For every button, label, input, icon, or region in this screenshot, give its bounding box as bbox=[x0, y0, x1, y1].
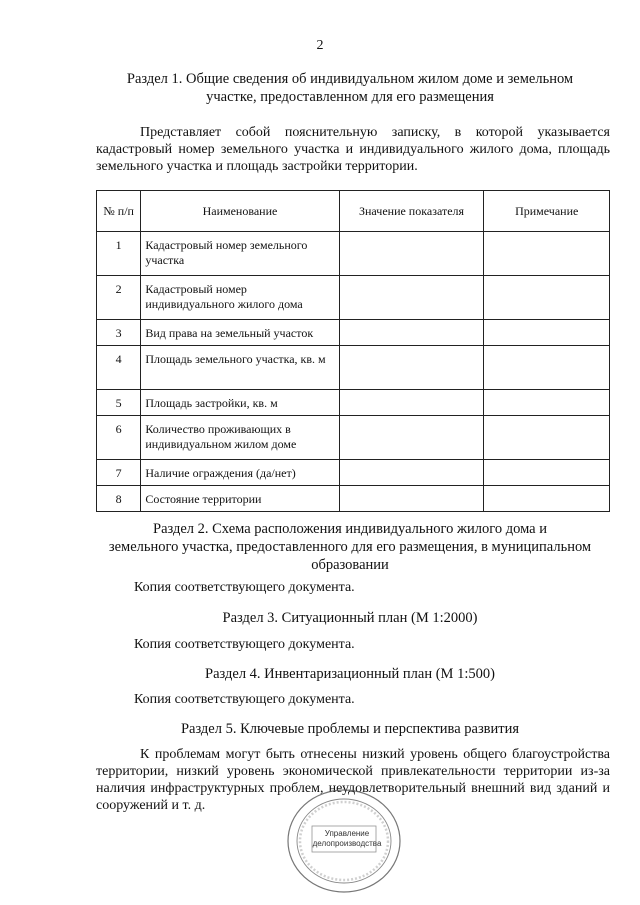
section1-paragraph bbox=[96, 124, 610, 175]
row-name: Наличие ограждения (да/нет) bbox=[141, 460, 339, 486]
section2-title-line1: Раздел 2. Схема расположения индивидуального жилого дома и bbox=[153, 521, 547, 537]
row-num: 5 bbox=[97, 390, 141, 416]
section2-text: Копия соответствующего документа. bbox=[134, 580, 355, 595]
row-value bbox=[339, 346, 484, 390]
section2-title-line3: образовании bbox=[311, 557, 389, 573]
section3-title: Раздел 3. Ситуационный план (М 1:2000) bbox=[222, 610, 478, 626]
table-header-row bbox=[97, 191, 610, 232]
row-value bbox=[339, 390, 484, 416]
row-num: 7 bbox=[97, 460, 141, 486]
row-name: Состояние территории bbox=[141, 486, 339, 512]
row-name: Кадастровый номер индивидуального жилого дома bbox=[141, 276, 339, 320]
row-value bbox=[339, 320, 484, 346]
row-num: 6 bbox=[97, 416, 141, 460]
section5-paragraph-text: К проблемам могут быть отнесены низкий уровень общего благоустройства территории, низкий уровень экономической привлекательности территории из-за наличия инфраструктурных проблем, неудовлетворительный внешний вид зданий и сооружений и т. д. bbox=[96, 747, 610, 813]
row-num: 3 bbox=[97, 320, 141, 346]
row-value bbox=[339, 486, 484, 512]
indicators-table bbox=[96, 190, 610, 512]
table-row bbox=[97, 346, 610, 390]
row-note bbox=[484, 390, 610, 416]
section4-title: Раздел 4. Инвентаризационный план (М 1:500) bbox=[205, 666, 495, 682]
row-num: 8 bbox=[97, 486, 141, 512]
seal-text-line1: Управление bbox=[324, 829, 370, 838]
row-value bbox=[339, 416, 484, 460]
row-value bbox=[339, 276, 484, 320]
row-name: Площадь застройки, кв. м bbox=[141, 390, 339, 416]
section4-text: Копия соответствующего документа. bbox=[134, 692, 355, 707]
section2-title bbox=[80, 520, 620, 574]
section1-title-line2: участке, предоставленном для его размещения bbox=[206, 89, 494, 105]
table-row bbox=[97, 276, 610, 320]
section1-paragraph-text: Представляет собой пояснительную записку, в которой указывается кадастровый номер земельного участка и индивидуального жилого дома, площадь земельного участка и площадь застройки территории. bbox=[96, 125, 610, 174]
row-value bbox=[339, 460, 484, 486]
section2-title-line2: земельного участка, предоставленного для его размещения, в муниципальном bbox=[108, 539, 592, 555]
row-num: 2 bbox=[97, 276, 141, 320]
row-note bbox=[484, 320, 610, 346]
seal-text-line2: делопроизводства bbox=[312, 839, 382, 848]
table-row bbox=[97, 232, 610, 276]
table-row bbox=[97, 486, 610, 512]
page-number: 2 bbox=[316, 38, 324, 53]
row-name: Вид права на земельный участок bbox=[141, 320, 339, 346]
row-note bbox=[484, 276, 610, 320]
table-row bbox=[97, 390, 610, 416]
section5-title: Раздел 5. Ключевые проблемы и перспектива развития bbox=[180, 721, 520, 737]
table-row bbox=[97, 460, 610, 486]
row-num: 1 bbox=[97, 232, 141, 276]
header-num: № п/п bbox=[97, 191, 141, 232]
header-name: Наименование bbox=[141, 191, 339, 232]
table-row bbox=[97, 416, 610, 460]
row-name: Кадастровый номер земельного участка bbox=[141, 232, 339, 276]
section3-text: Копия соответствующего документа. bbox=[134, 637, 355, 652]
row-name: Площадь земельного участка, кв. м bbox=[141, 346, 339, 390]
row-value bbox=[339, 232, 484, 276]
section1-title-line1: Раздел 1. Общие сведения об индивидуальном жилом доме и земельном bbox=[126, 71, 574, 87]
section1-title bbox=[80, 70, 620, 106]
seal-text bbox=[312, 829, 382, 849]
row-name: Количество проживающих в индивидуальном жилом доме bbox=[141, 416, 339, 460]
row-note bbox=[484, 416, 610, 460]
row-note bbox=[484, 486, 610, 512]
row-note bbox=[484, 346, 610, 390]
row-note bbox=[484, 460, 610, 486]
row-num: 4 bbox=[97, 346, 141, 390]
table-row bbox=[97, 320, 610, 346]
header-value: Значение показателя bbox=[339, 191, 484, 232]
header-note: Примечание bbox=[484, 191, 610, 232]
row-note bbox=[484, 232, 610, 276]
